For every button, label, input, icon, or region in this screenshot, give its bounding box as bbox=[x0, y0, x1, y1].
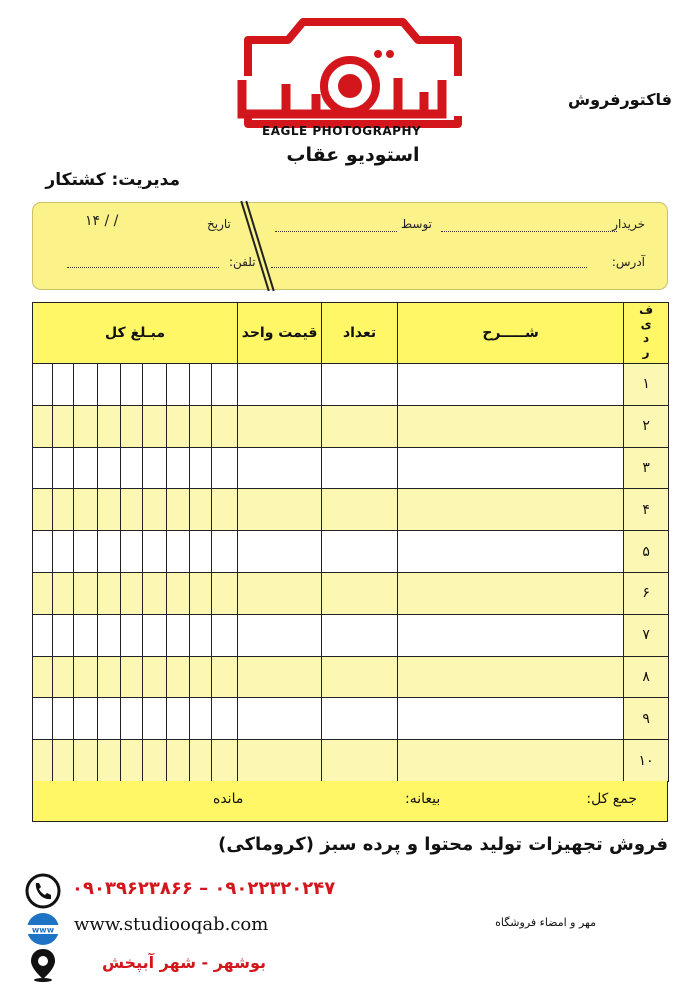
table-row bbox=[33, 656, 669, 698]
globe-www-icon bbox=[24, 910, 62, 948]
row-number: ۳ bbox=[624, 447, 669, 489]
location-pin-icon bbox=[24, 946, 62, 984]
row-number: ۹ bbox=[624, 698, 669, 740]
header-quantity: تعداد bbox=[322, 303, 398, 364]
row-number: ۱ bbox=[624, 364, 669, 406]
date-value[interactable]: ۱۴ / / bbox=[85, 213, 119, 229]
table-row bbox=[33, 447, 669, 489]
phone-icon bbox=[24, 872, 62, 910]
phone-label: تلفن: bbox=[229, 255, 256, 269]
buyer-label: خریدار bbox=[612, 217, 645, 231]
table-row bbox=[33, 572, 669, 614]
stamp-signature-label: مهر و امضاء فروشگاه bbox=[495, 916, 596, 929]
studio-name: استودیو عقاب bbox=[286, 144, 420, 166]
divider-slash bbox=[245, 201, 274, 291]
deposit-label: بیعانه: bbox=[405, 791, 441, 807]
svg-text:www: www bbox=[31, 925, 55, 935]
table-row bbox=[33, 531, 669, 573]
city-address: بوشهر - شهر آبپخش bbox=[101, 953, 266, 972]
slogan: فروش تجهیزات تولید محتوا و پرده سبز (کروماکی) bbox=[218, 834, 668, 855]
invoice-info-box bbox=[32, 202, 668, 290]
table-row bbox=[33, 364, 669, 406]
table-row bbox=[33, 614, 669, 656]
header-row-label: ردیف bbox=[639, 303, 654, 359]
sum-label: جمع کل: bbox=[586, 791, 637, 807]
manager-name: مدیریت: کشتکار bbox=[45, 170, 180, 190]
date-label: تاریخ bbox=[207, 217, 231, 231]
row-number: ۶ bbox=[624, 572, 669, 614]
table-row bbox=[33, 489, 669, 531]
phone-numbers[interactable]: ۰۹۰۳۹۶۲۳۸۶۶ – ۰۹۰۲۲۳۲۰۲۴۷ bbox=[72, 878, 336, 899]
items-table bbox=[32, 302, 669, 782]
table-row bbox=[33, 698, 669, 740]
address-field[interactable] bbox=[271, 267, 587, 268]
address-label: آدرس: bbox=[611, 255, 645, 269]
table-row bbox=[33, 405, 669, 447]
by-label: توسط bbox=[401, 217, 432, 231]
row-number: ۵ bbox=[624, 531, 669, 573]
row-number: ۸ bbox=[624, 656, 669, 698]
buyer-field[interactable] bbox=[441, 231, 617, 232]
website[interactable]: www.studiooqab.com bbox=[74, 914, 269, 935]
document-title: فاکتورفروش bbox=[567, 90, 672, 109]
row-number: ۱۰ bbox=[624, 740, 669, 782]
row-number: ۲ bbox=[624, 405, 669, 447]
header-total: مبـلغ کل bbox=[33, 303, 238, 364]
row-number: ۷ bbox=[624, 614, 669, 656]
header-unit-price: قیمت واحد bbox=[238, 303, 322, 364]
divider-slash bbox=[240, 201, 269, 291]
by-field[interactable] bbox=[275, 231, 397, 232]
row-number: ۴ bbox=[624, 489, 669, 531]
remaining-label: مانده bbox=[213, 791, 244, 807]
totals-bar bbox=[32, 781, 668, 822]
header-row bbox=[624, 303, 669, 364]
phone-field[interactable] bbox=[67, 267, 219, 268]
table-row bbox=[33, 740, 669, 782]
header-description: شـــــرح bbox=[398, 303, 624, 364]
brand-english: EAGLE PHOTOGRAPHY bbox=[262, 124, 422, 138]
